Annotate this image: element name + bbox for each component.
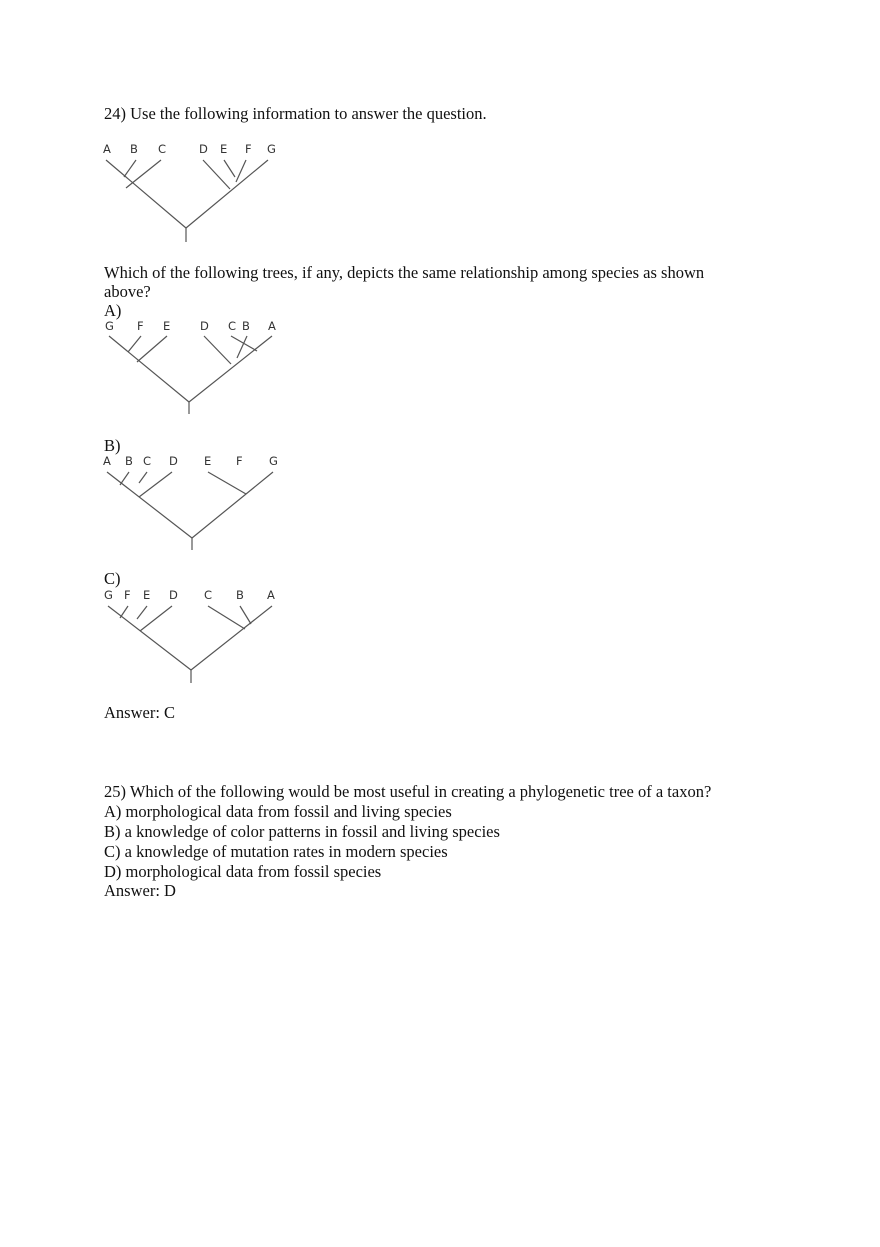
option-b-tree-label-4: D <box>169 454 178 468</box>
main-tree-label-1: A <box>103 142 111 156</box>
option-a-tree-label-3: E <box>163 319 171 333</box>
q25-option-a: A) morphological data from fossil and living species <box>104 802 452 821</box>
option-a-tree-diagram <box>100 318 290 418</box>
option-a-tree-label-4: D <box>200 319 209 333</box>
option-b-tree-label-5: E <box>204 454 212 468</box>
option-c-tree-label-7: A <box>267 588 275 602</box>
q25-option-b: B) a knowledge of color patterns in fossil and living species <box>104 822 500 841</box>
main-tree-label-3: C <box>158 142 167 156</box>
q24-prompt: 24) Use the following information to answer the question. <box>104 104 487 123</box>
option-c-label: C) <box>104 569 121 588</box>
option-a-tree-label-6: B <box>242 319 250 333</box>
option-c-tree-diagram <box>100 586 290 686</box>
option-c-tree-label-4: D <box>169 588 178 602</box>
option-b-tree-diagram <box>100 452 290 552</box>
option-c-tree-label-6: B <box>236 588 244 602</box>
option-a-tree-label-7: A <box>268 319 276 333</box>
option-b-tree-label-3: C <box>143 454 152 468</box>
q25-answer: Answer: D <box>104 881 176 900</box>
q25-question: 25) Which of the following would be most useful in creating a phylogenetic tree of a taxon? <box>104 782 712 801</box>
option-b-tree-label-7: G <box>269 454 278 468</box>
q24-answer: Answer: C <box>104 703 176 722</box>
option-c-tree-label-1: G <box>104 588 113 602</box>
option-c-tree-label-5: C <box>204 588 213 602</box>
option-a-tree-label-5: C <box>228 319 237 333</box>
option-b-tree-label-2: B <box>125 454 133 468</box>
option-a-label: A) <box>104 301 122 320</box>
q24-question-line2: above? <box>104 282 151 301</box>
option-b-tree-label-6: F <box>236 454 243 468</box>
option-a-tree-label-2: F <box>137 319 144 333</box>
q25-option-c: C) a knowledge of mutation rates in modern species <box>104 842 448 861</box>
q24-question-line1: Which of the following trees, if any, depicts the same relationship among species as shown <box>104 263 705 282</box>
option-a-tree-label-1: G <box>105 319 114 333</box>
option-b-tree-label-1: A <box>103 454 111 468</box>
q25-option-d: D) morphological data from fossil species <box>104 862 382 881</box>
main-tree-label-6: F <box>245 142 252 156</box>
main-tree-label-5: E <box>220 142 228 156</box>
main-tree-label-7: G <box>267 142 276 156</box>
main-tree-label-2: B <box>130 142 138 156</box>
main-tree-label-4: D <box>199 142 208 156</box>
option-c-tree-label-2: F <box>124 588 131 602</box>
option-b-label: B) <box>104 436 121 455</box>
main-tree-diagram <box>100 140 290 246</box>
option-c-tree-label-3: E <box>143 588 151 602</box>
